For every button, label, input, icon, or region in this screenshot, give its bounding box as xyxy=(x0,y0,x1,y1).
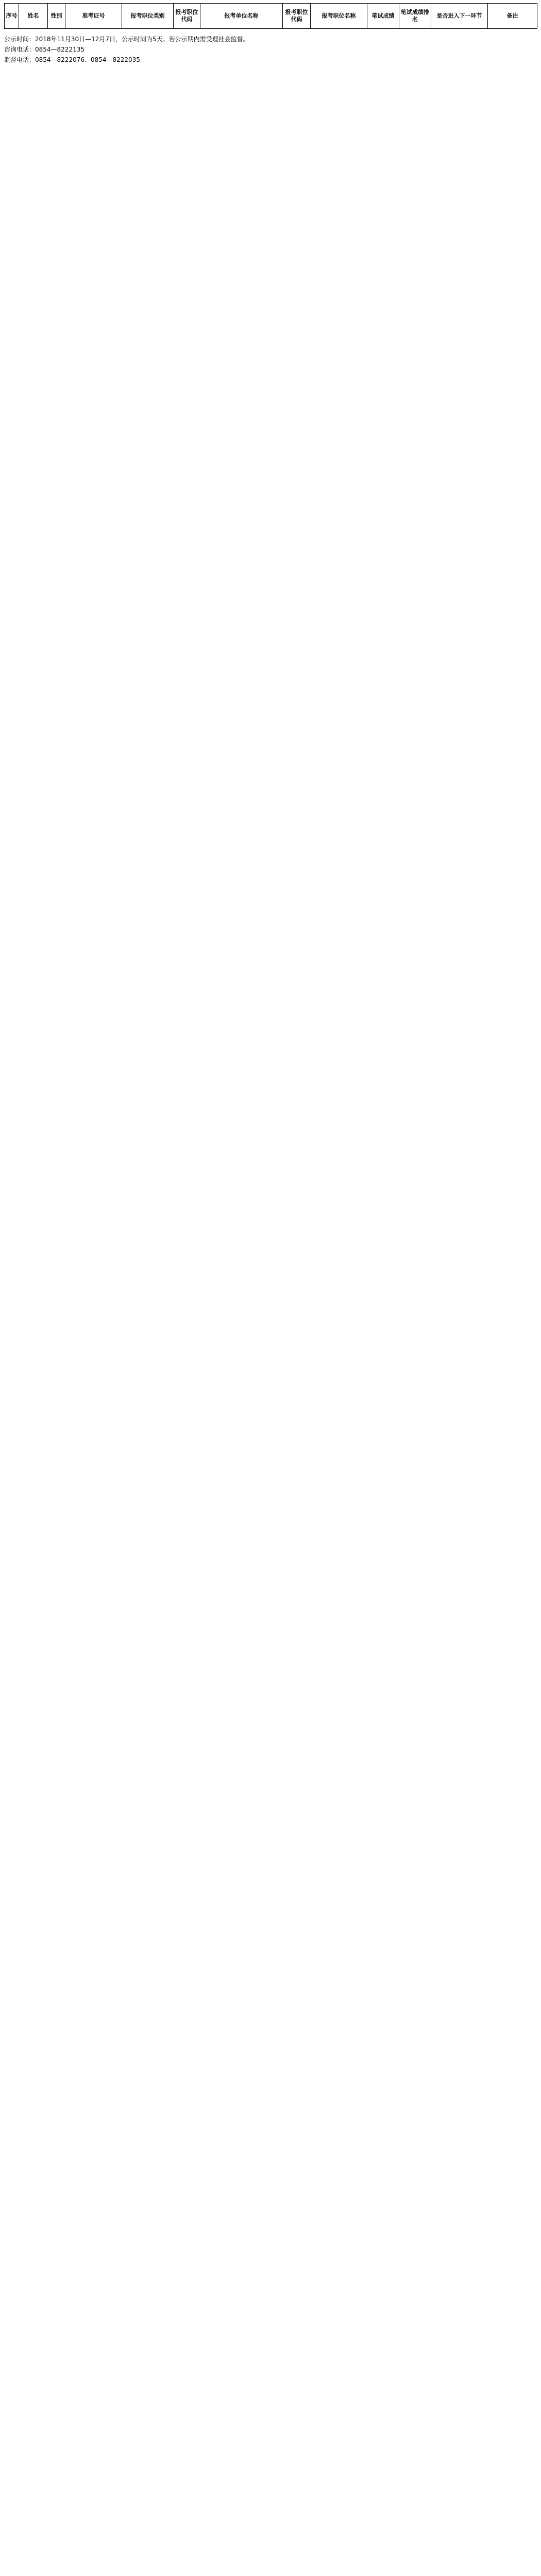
column-header-score: 笔试成绩 xyxy=(367,4,399,29)
score-sheet xyxy=(0,0,541,65)
table-header xyxy=(5,4,537,29)
column-header-rank: 笔试成绩排名 xyxy=(399,4,431,29)
column-header-remark: 备注 xyxy=(488,4,537,29)
column-header-post_name: 报考职位名称 xyxy=(311,4,367,29)
column-header-next: 是否进入下一环节 xyxy=(431,4,488,29)
header-row xyxy=(5,4,537,29)
column-header-unit: 报考单位名称 xyxy=(200,4,283,29)
column-header-gender: 性别 xyxy=(48,4,65,29)
publicity-period-note: 公示时间：2018年11月30日—12月7日，公示时间为5天。若公示期内需受理社会监督。 xyxy=(4,36,249,43)
score-table xyxy=(4,3,537,29)
supervision-phone-note: 监督电话：0854—8222076、0854—8222035 xyxy=(4,56,140,63)
column-header-ticket: 准考证号 xyxy=(65,4,122,29)
column-header-name: 姓名 xyxy=(19,4,48,29)
column-header-category: 报考职位类别 xyxy=(122,4,174,29)
column-header-seq: 序号 xyxy=(5,4,19,29)
consult-phone-note: 咨询电话：0854—8222135 xyxy=(4,46,84,53)
notes xyxy=(4,34,537,65)
column-header-post_code: 报考职位代码 xyxy=(283,4,311,29)
column-header-code: 报考职位代码 xyxy=(174,4,200,29)
